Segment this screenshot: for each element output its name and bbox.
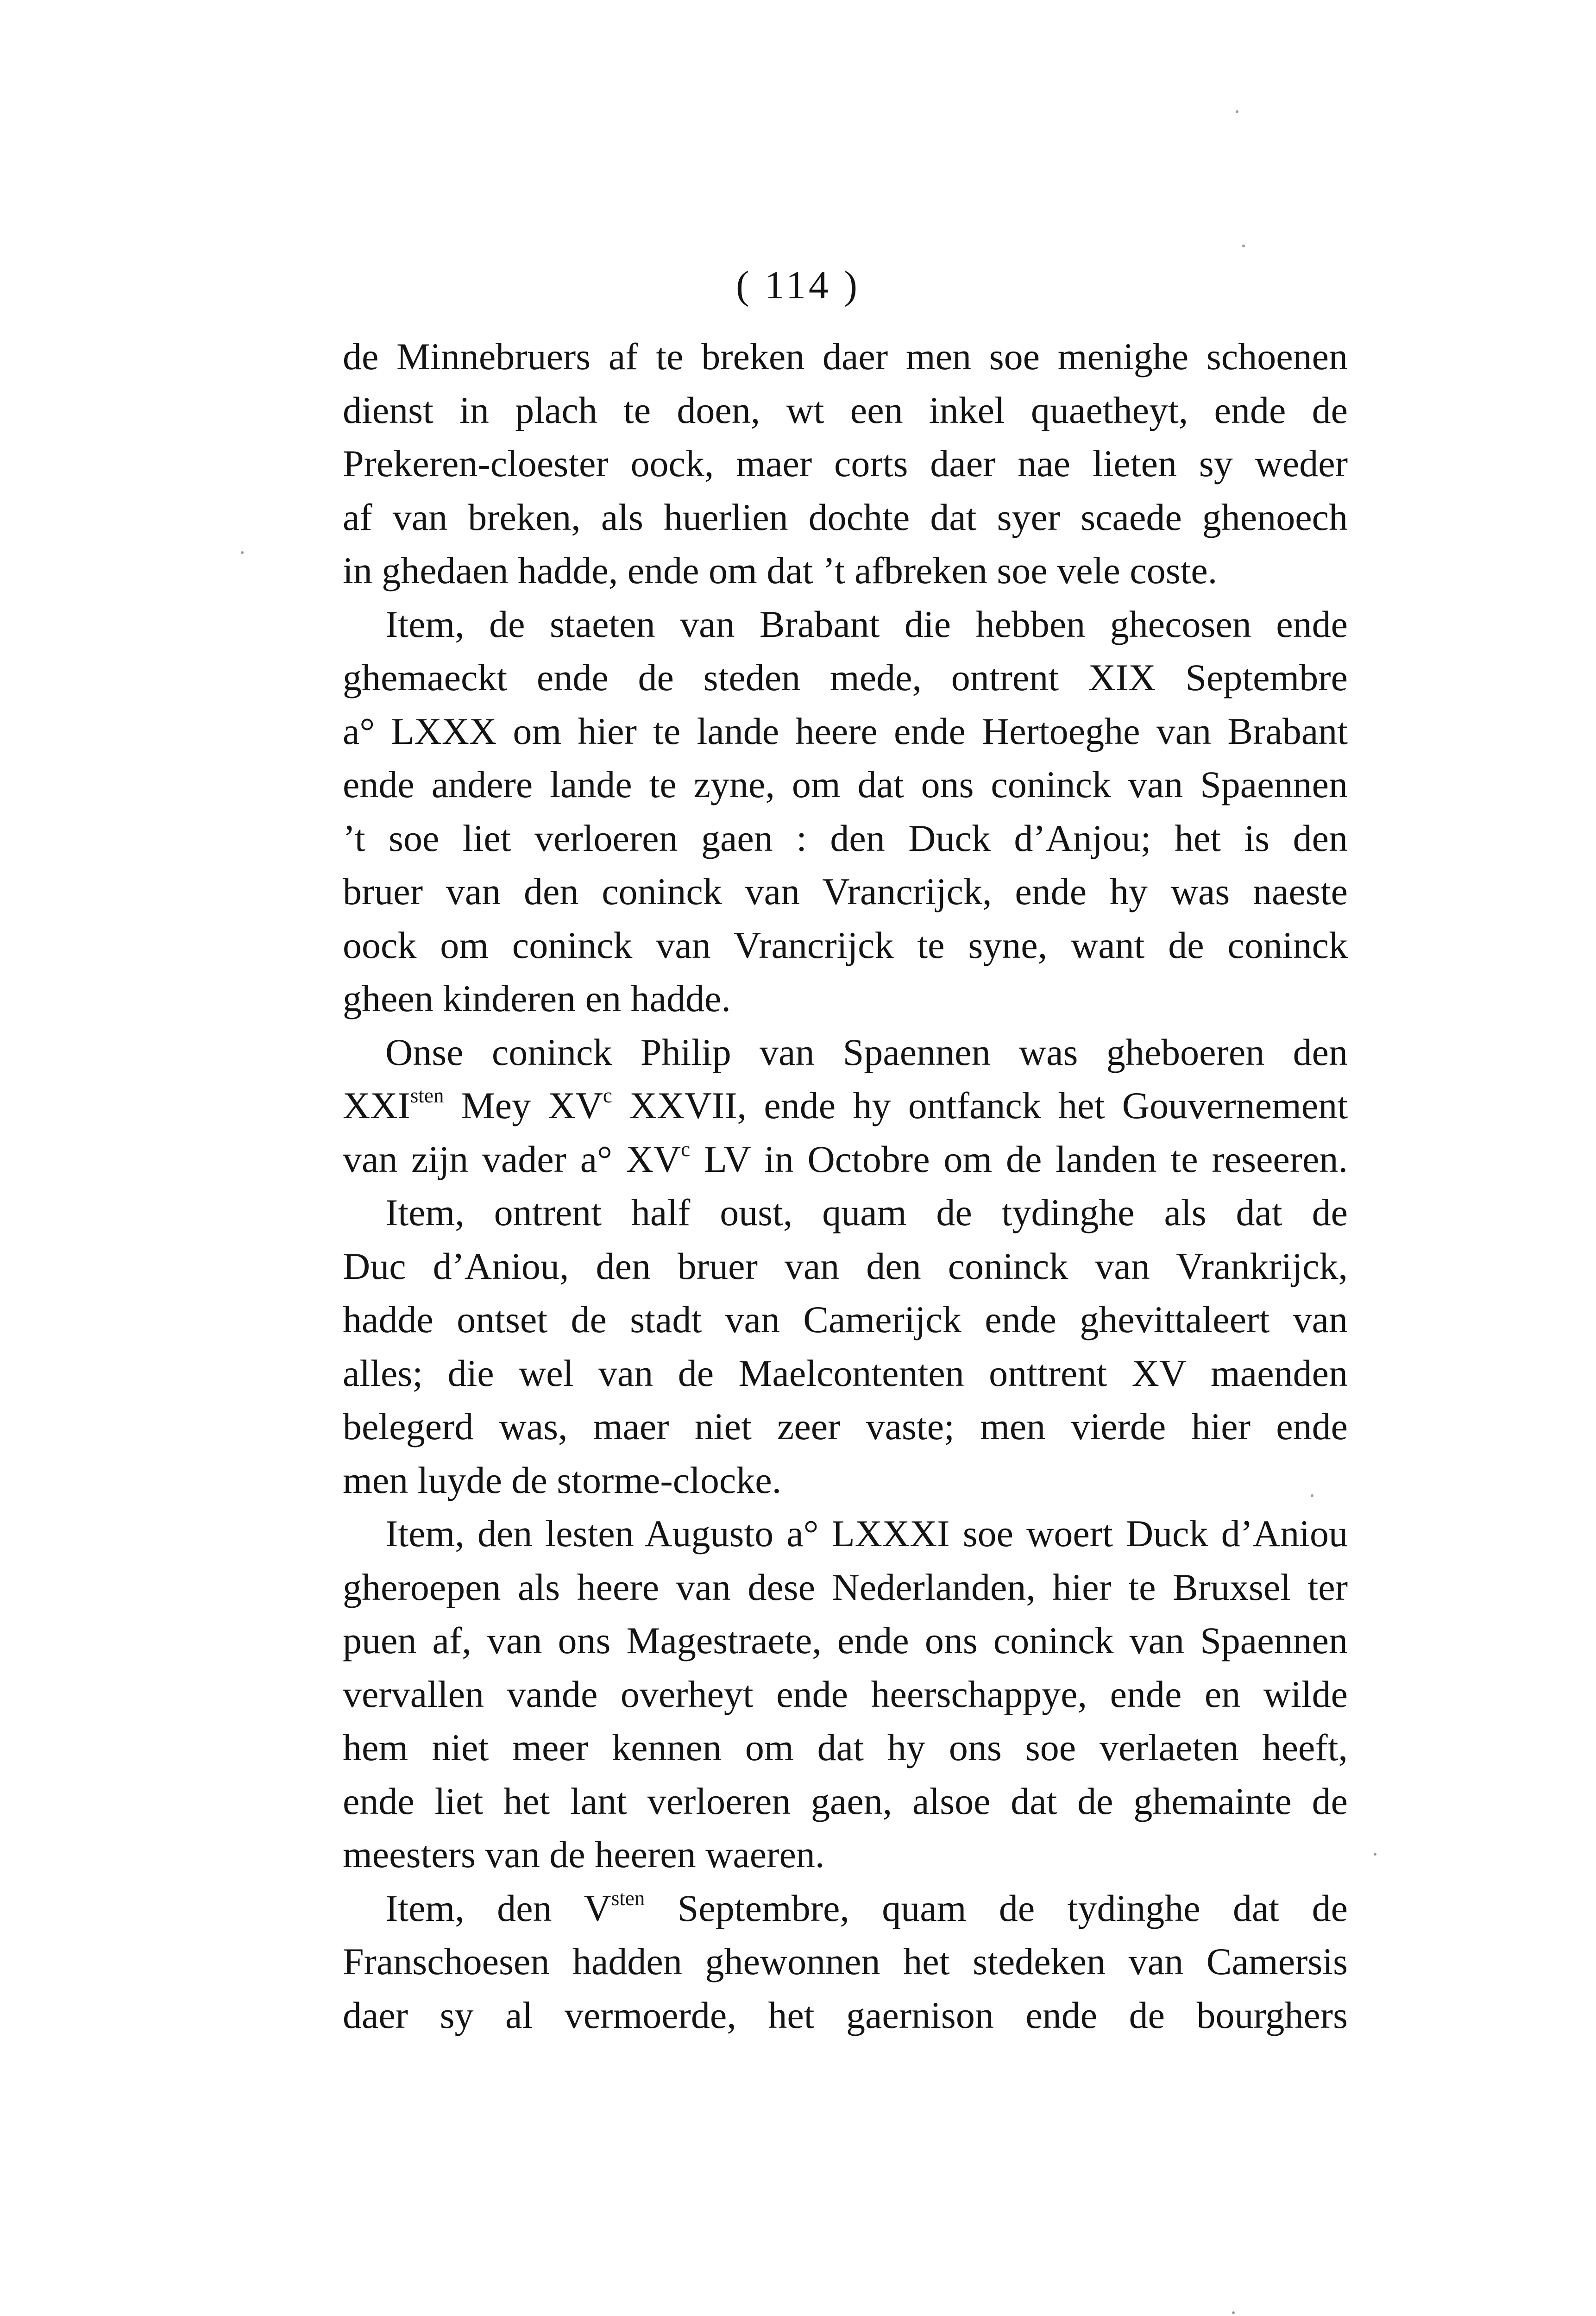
line-segment: Item, den V [385,1887,611,1929]
text-line: vervallen vande overheyt ende heerschappye, ende en wilde [343,1673,1348,1715]
superscript: sten [410,1084,444,1108]
text-line: hadde ontset de stadt van Camerijck ende ghevittaleert van [343,1298,1348,1341]
line-segment: XXVII, ende hy ontfanck het Gouvernement [612,1084,1348,1127]
text-line: af van breken, als huerlien dochte dat syer scaede ghenoech [343,496,1348,538]
scan-speck [241,551,244,554]
text-line: ghemaeckt ende de steden mede, ontrent XIX Septembre [343,656,1348,699]
text-line: de Minnebruers af te breken daer men soe menighe schoenen [343,335,1348,378]
scan-speck [1242,245,1245,247]
text-line: meesters van de heeren waeren. [343,1833,825,1875]
scan-speck [1236,110,1238,113]
text-line: hem niet meer kennen om dat hy ons soe verlaeten heeft, [343,1726,1348,1768]
text-line: belegerd was, maer niet zeer vaste; men vierde hier ende [343,1405,1348,1448]
text-line: daer sy al vermoerde, het gaernison ende de bourghers [343,1994,1348,2036]
scan-speck [1374,1853,1376,1856]
text-line: gheroepen als heere van dese Nederlanden, hier te Bruxsel ter [343,1566,1348,1608]
text-line [343,1133,1348,1186]
text-line: dienst in plach te doen, wt een inkel quaetheyt, ende de [343,389,1348,431]
text-line: Duc d’Aniou, den bruer van den coninck van Vrankrijck, [343,1245,1348,1287]
line-segment: LV in Octobre om de landen te reseeren. [690,1138,1348,1180]
text-line: gheen kinderen en hadde. [343,977,731,1020]
body-text [343,330,1348,2042]
text-line: Onse coninck Philip van Spaennen was gheboeren den [385,1031,1348,1073]
text-line [343,1882,1348,1935]
text-line: a° LXXX om hier te lande heere ende Hertoeghe van Brabant [343,710,1348,752]
scan-speck [1232,2311,1235,2314]
text-line: ende liet het lant verloeren gaen, alsoe dat de ghemainte de [343,1780,1348,1822]
line-segment: Septembre, quam de tydinghe dat de [645,1887,1348,1929]
superscript: sten [611,1886,645,1910]
text-line: oock om coninck van Vrancrijck te syne, want de coninck [343,924,1348,966]
text-line: bruer van den coninck van Vrancrijck, ende hy was naeste [343,870,1348,913]
text-line: ende andere lande te zyne, om dat ons coninck van Spaennen [343,763,1348,806]
text-line: Item, de staeten van Brabant die hebben ghecosen ende [385,603,1348,645]
line-segment: van zijn vader a° XV [343,1138,681,1180]
roman-numeral: XXI [343,1084,410,1127]
superscript: c [681,1137,691,1161]
text-line: men luyde de storme-clocke. [343,1459,782,1501]
text-line [343,1079,1348,1133]
text-line: Franschoesen hadden ghewonnen het stedeken van Camersis [343,1940,1348,1982]
text-line: Item, ontrent half oust, quam de tydinghe als dat de [385,1191,1348,1234]
line-segment: Mey XV [444,1084,603,1127]
scan-speck [1311,1494,1313,1497]
superscript: c [603,1084,612,1108]
text-line: Item, den lesten Augusto a° LXXXI soe woert Duck d’Aniou [385,1512,1348,1554]
text-line: alles; die wel van de Maelcontenten onttrent XV maenden [343,1352,1348,1394]
text-line: ’t soe liet verloeren gaen : den Duck d’Anjou; het is den [343,817,1348,859]
page-number: ( 114 ) [735,263,861,307]
text-line: in ghedaen hadde, ende om dat ’t afbreken soe vele coste. [343,549,1218,592]
text-line: Prekeren-cloester oock, maer corts daer nae lieten sy weder [343,442,1348,485]
text-line: puen af, van ons Magestraete, ende ons coninck van Spaennen [343,1619,1348,1661]
